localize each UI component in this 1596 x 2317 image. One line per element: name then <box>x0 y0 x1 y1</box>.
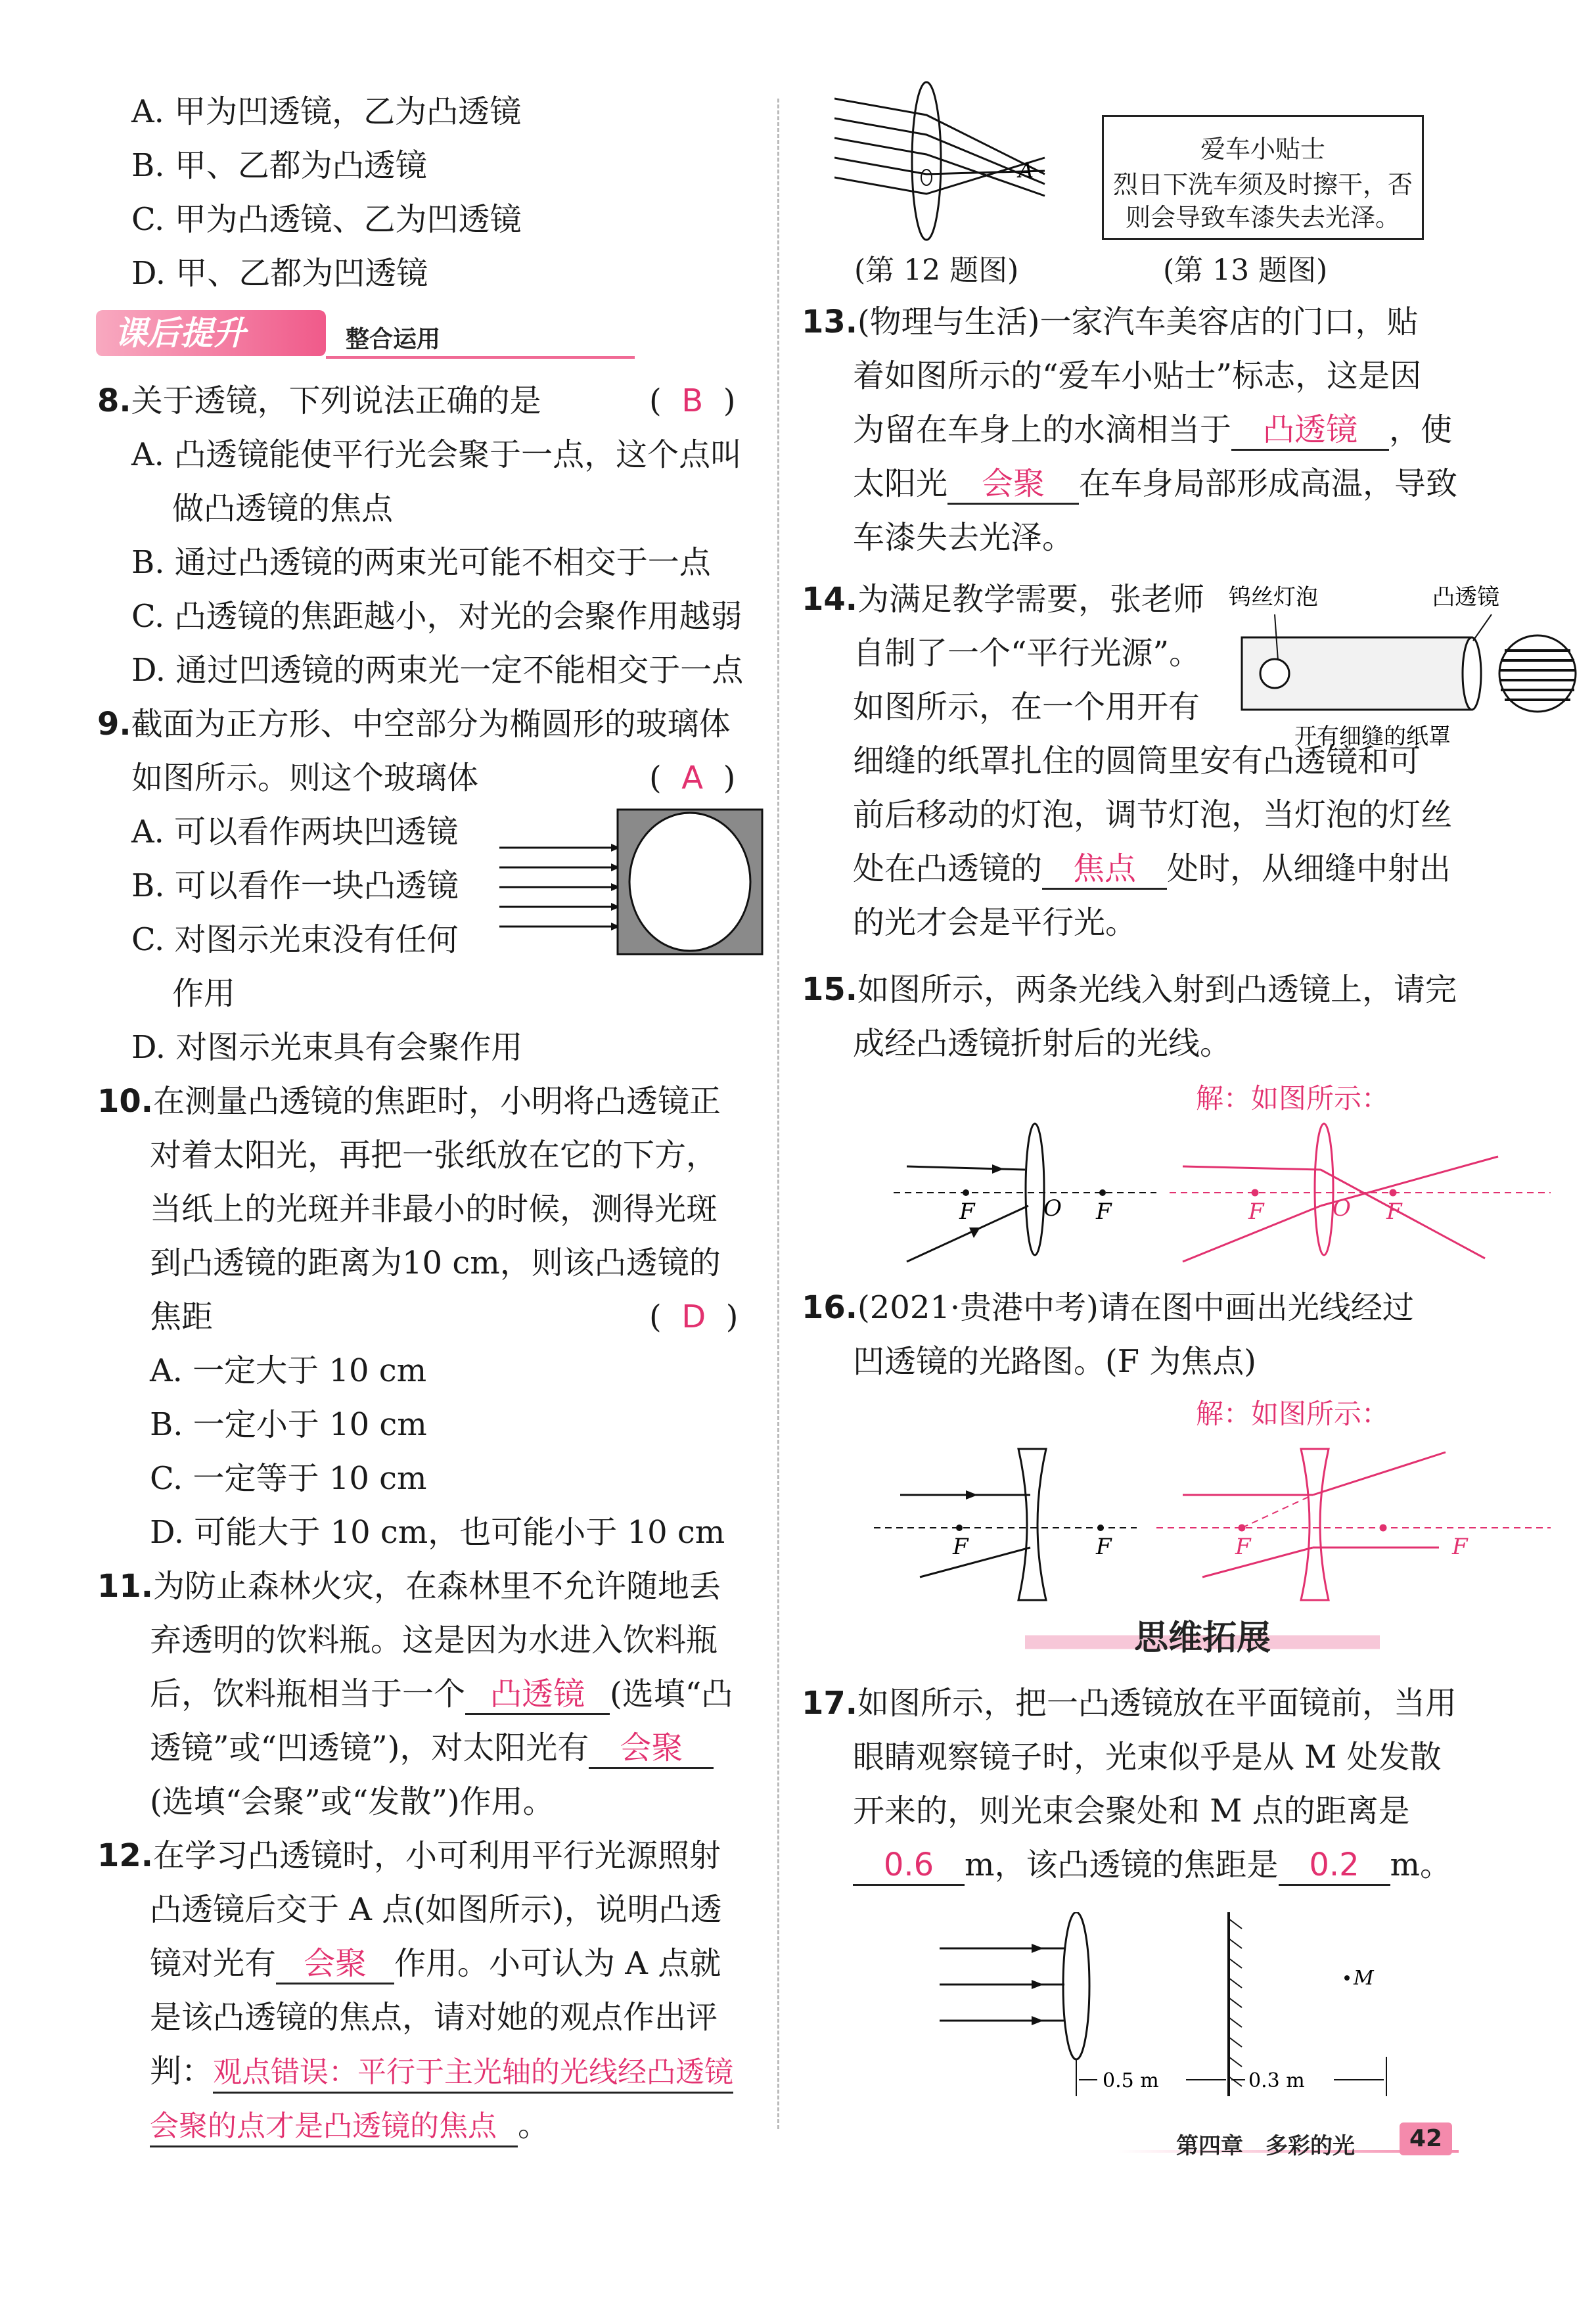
q12-figure-label: A <box>1018 158 1034 183</box>
q10-line4: 到凸透镜的距离为10 cm，则该凸透镜的 <box>150 1245 721 1281</box>
q14-line1 <box>802 578 1204 620</box>
q12-line5 <box>150 2050 733 2094</box>
q8-option: D. 通过凹透镜的两束光一定不能相交于一点 <box>131 652 744 689</box>
q14-line3: 如图所示，在一个用开有 <box>853 689 1200 725</box>
q14-line5: 前后移动的灯泡，调节灯泡，当灯泡的灯丝 <box>853 796 1453 833</box>
q13-figure-caption: (第 13 题图) <box>1163 254 1328 287</box>
q13-text: ，使 <box>1389 411 1453 448</box>
q13-line1 <box>802 301 1419 343</box>
q9-option: D. 对图示光束具有会聚作用 <box>131 1029 523 1066</box>
q15-solution-figure <box>1170 1124 1551 1262</box>
q15-label-f1: F <box>959 1199 975 1225</box>
car-tip-box <box>1102 115 1424 240</box>
q10-number: 10. <box>97 1083 154 1120</box>
q9-answer-paren: ( A ) <box>649 760 736 796</box>
q12-blank-2a: 观点错误：平行于主光轴的光线经凸透镜 <box>213 2053 733 2094</box>
q12-blank-2b: 会聚的点才是凸透镜的焦点 <box>150 2107 518 2147</box>
q17-line4 <box>853 1844 1451 1886</box>
q9-option: B. 可以看作一块凸透镜 <box>131 867 459 904</box>
q14-number: 14. <box>802 581 858 618</box>
q11-text: 后，饮料瓶相当于一个 <box>150 1676 466 1712</box>
q15-line1 <box>802 969 1457 1011</box>
tip-line-1: 烈日下洗车须及时擦干，否 <box>1112 170 1413 199</box>
q10-line2: 对着太阳光，再把一张纸放在它的下方， <box>150 1137 718 1174</box>
q13-text: 为留在车身上的水滴相当于 <box>853 411 1232 448</box>
q14-bulb-label: 钨丝灯泡 <box>1229 584 1318 610</box>
q12-line6 <box>150 2104 549 2147</box>
q9-text: 截面为正方形、中空部分为椭圆形的玻璃体 <box>131 706 731 743</box>
q10-option: A. 一定大于 10 cm <box>150 1352 427 1389</box>
q15-line2: 成经凸透镜折射后的光线。 <box>853 1025 1232 1062</box>
q16-sol-label-f2: F <box>1452 1534 1468 1560</box>
q8-option: B. 通过凸透镜的两束光可能不相交于一点 <box>131 544 711 581</box>
q14-lens-label: 凸透镜 <box>1432 584 1499 610</box>
column-divider <box>777 99 779 2129</box>
banner-subtitle: 整合运用 <box>346 326 441 353</box>
q14-line4: 细缝的纸罩扎住的圆筒里安有凸透镜和可 <box>853 743 1421 779</box>
q9-option: A. 可以看作两块凹透镜 <box>131 814 459 850</box>
q15-text: 如图所示，两条光线入射到凸透镜上，请完 <box>857 971 1457 1008</box>
section-banner <box>96 310 635 360</box>
q10-line1 <box>97 1080 721 1122</box>
q9-glass-figure <box>493 802 769 959</box>
q8-option: C. 凸透镜的焦距越小，对光的会聚作用越弱 <box>131 598 742 635</box>
q12-number: 12. <box>97 1837 154 1874</box>
q13-blank-1: 凸透镜 <box>1231 411 1389 451</box>
q15-number: 15. <box>802 971 858 1008</box>
q11-line1 <box>97 1565 721 1607</box>
q15-figures <box>894 1117 1557 1268</box>
q10-answer: D <box>681 1298 706 1335</box>
q12-blank-1: 会聚 <box>276 1944 394 1984</box>
q12-figure <box>834 79 1071 250</box>
q16-label-f2: F <box>1096 1534 1112 1560</box>
q16-solution-label: 解：如图所示： <box>1196 1398 1390 1430</box>
q13-line5: 车漆失去光泽。 <box>853 519 1074 556</box>
q10-line5: 焦距 <box>150 1298 214 1335</box>
q16-text: (2021·贵港中考)请在图中画出光线经过 <box>857 1289 1414 1326</box>
q14-light-source-figure <box>1229 578 1596 749</box>
right-column <box>782 0 1596 2317</box>
tip-line-2: 则会导致车漆失去光泽。 <box>1125 203 1400 232</box>
q12-text: 镜对光有 <box>150 1945 277 1982</box>
q13-text: (物理与生活)一家汽车美容店的门口，贴 <box>857 304 1419 340</box>
q17-dist-2: 0.3 m <box>1248 2069 1305 2092</box>
footer-chapter: 第四章 多彩的光 <box>1176 2133 1355 2159</box>
q7-option-d: D. 甲、乙都为凹透镜 <box>131 255 428 292</box>
q14-line2: 自制了一个“平行光源”。 <box>853 635 1201 672</box>
q17-text: m，该凸透镜的焦距是 <box>965 1847 1279 1883</box>
q11-text: 为防止森林火灾，在森林里不允许随地丢 <box>153 1568 721 1605</box>
q16-problem-figure <box>874 1449 1137 1600</box>
tip-title: 爱车小贴士 <box>1200 135 1325 164</box>
q14-line7: 的光才会是平行光。 <box>853 904 1137 941</box>
q16-line1 <box>802 1287 1414 1329</box>
q11-text: (选填“凸 <box>610 1676 733 1712</box>
q14-text: 处时，从细缝中射出 <box>1167 850 1451 887</box>
q15-sol-label-f1: F <box>1248 1199 1264 1225</box>
q8-number: 8. <box>97 382 131 419</box>
q16-number: 16. <box>802 1289 858 1326</box>
q11-number: 11. <box>97 1568 154 1605</box>
q13-line2: 着如图所示的“爱车小贴士”标志，这是因 <box>853 357 1422 394</box>
q12-figure-caption: (第 12 题图) <box>854 254 1019 287</box>
q12-line1 <box>97 1835 721 1877</box>
q9-stem <box>97 703 731 745</box>
q16-solution-figure <box>1156 1449 1551 1600</box>
q7-option-c: C. 甲为凸透镜、乙为凹透镜 <box>131 201 522 238</box>
q10-option: B. 一定小于 10 cm <box>150 1406 427 1443</box>
q12-text: 在学习凸透镜时，小可利用平行光源照射 <box>153 1837 721 1874</box>
q10-line3: 当纸上的光斑并非最小的时候，测得光斑 <box>150 1191 718 1227</box>
q9-number: 9. <box>97 706 131 743</box>
q17-blank-2: 0.2 <box>1279 1846 1390 1886</box>
q17-mirror-figure <box>940 1912 1400 2103</box>
q13-text: 在车身局部形成高温，导致 <box>1079 465 1458 502</box>
q8-option: 做凸透镜的焦点 <box>172 490 394 527</box>
q17-dist-1: 0.5 m <box>1103 2069 1159 2092</box>
q17-text: 如图所示，把一凸透镜放在平面镜前，当用 <box>857 1685 1457 1722</box>
q17-line1 <box>802 1682 1457 1724</box>
q17-number: 17. <box>802 1685 858 1722</box>
left-column <box>0 0 775 2317</box>
q9-answer: A <box>681 760 704 796</box>
q14-blank-1: 焦点 <box>1042 850 1167 890</box>
q11-line5: (选填“会聚”或“发散”)作用。 <box>150 1783 555 1820</box>
q11-line4 <box>150 1727 714 1769</box>
q17-line2: 眼睛观察镜子时，光束似乎是从 M 处发散 <box>853 1739 1442 1776</box>
q12-text: 。 <box>518 2107 550 2144</box>
q17-blank-1: 0.6 <box>853 1846 965 1886</box>
q13-blank-2: 会聚 <box>947 465 1079 505</box>
page-number: 42 <box>1400 2122 1452 2155</box>
q10-option: D. 可能大于 10 cm，也可能小于 10 cm <box>150 1514 725 1551</box>
q12-line4: 是该凸透镜的焦点，请对她的观点作出评 <box>150 1999 718 2036</box>
q7-option-a: A. 甲为凹透镜，乙为凸透镜 <box>131 93 522 130</box>
q10-option: C. 一定等于 10 cm <box>150 1460 427 1497</box>
q12-line2: 凸透镜后交于 A 点(如图所示)，说明凸透 <box>150 1891 722 1928</box>
q17-point-m: M <box>1354 1967 1374 1990</box>
q15-sol-label-f2: F <box>1386 1199 1402 1225</box>
q13-number: 13. <box>802 304 858 340</box>
q14-text: 处在凸透镜的 <box>853 850 1043 887</box>
q10-text: 在测量凸透镜的焦距时，小明将凸透镜正 <box>153 1083 721 1120</box>
q7-option-b: B. 甲、乙都为凸透镜 <box>131 147 427 184</box>
q9-option: 作用 <box>172 975 236 1012</box>
q14-cover-label: 开有细缝的纸罩 <box>1294 723 1451 749</box>
q10-answer-paren: ( D ) <box>649 1298 739 1335</box>
q8-text: 关于透镜，下列说法正确的是 <box>131 382 541 419</box>
q8-option: A. 凸透镜能使平行光会聚于一点，这个点叫 <box>131 436 742 473</box>
banner-title: 课后提升 <box>96 310 326 356</box>
q8-stem <box>97 380 541 422</box>
q11-blank-1: 凸透镜 <box>465 1675 610 1715</box>
q17-text: m。 <box>1390 1847 1452 1883</box>
section-heading: 思维拓展 <box>1025 1610 1380 1656</box>
q8-answer: B <box>681 382 704 419</box>
q11-line3 <box>150 1673 733 1715</box>
banner-underline <box>326 356 635 359</box>
q12-text: 判： <box>150 2053 214 2090</box>
q11-blank-2: 会聚 <box>589 1729 714 1769</box>
q11-text: 透镜”或“凹透镜”)，对太阳光有 <box>150 1730 589 1766</box>
q14-line6 <box>853 848 1451 890</box>
q16-sol-label-f1: F <box>1235 1534 1251 1560</box>
q15-problem-figure <box>894 1124 1156 1262</box>
q9-option: C. 对图示光束没有任何 <box>131 921 459 958</box>
q12-text: 作用。小可认为 A 点就 <box>394 1945 721 1982</box>
q15-label-o: O <box>1043 1195 1062 1222</box>
q13-line4 <box>853 463 1457 505</box>
q16-figures <box>874 1439 1557 1603</box>
q16-label-f1: F <box>953 1534 969 1560</box>
q11-line2: 弃透明的饮料瓶。这是因为水进入饮料瓶 <box>150 1622 718 1659</box>
q13-text: 太阳光 <box>853 465 948 502</box>
q15-label-f2: F <box>1096 1199 1112 1225</box>
q13-line3 <box>853 409 1452 451</box>
q9-stem-2: 如图所示。则这个玻璃体 <box>131 760 479 796</box>
q8-answer-paren: ( B ) <box>649 382 736 419</box>
q12-line3 <box>150 1942 721 1984</box>
q15-solution-label: 解：如图所示： <box>1196 1082 1390 1114</box>
q17-line3: 开来的，则光束会聚处和 M 点的距离是 <box>853 1793 1410 1829</box>
q16-line2: 凹透镜的光路图。(F 为焦点) <box>853 1343 1257 1380</box>
q14-text: 为满足教学需要，张老师 <box>857 581 1205 618</box>
q15-sol-label-o: O <box>1333 1195 1351 1222</box>
